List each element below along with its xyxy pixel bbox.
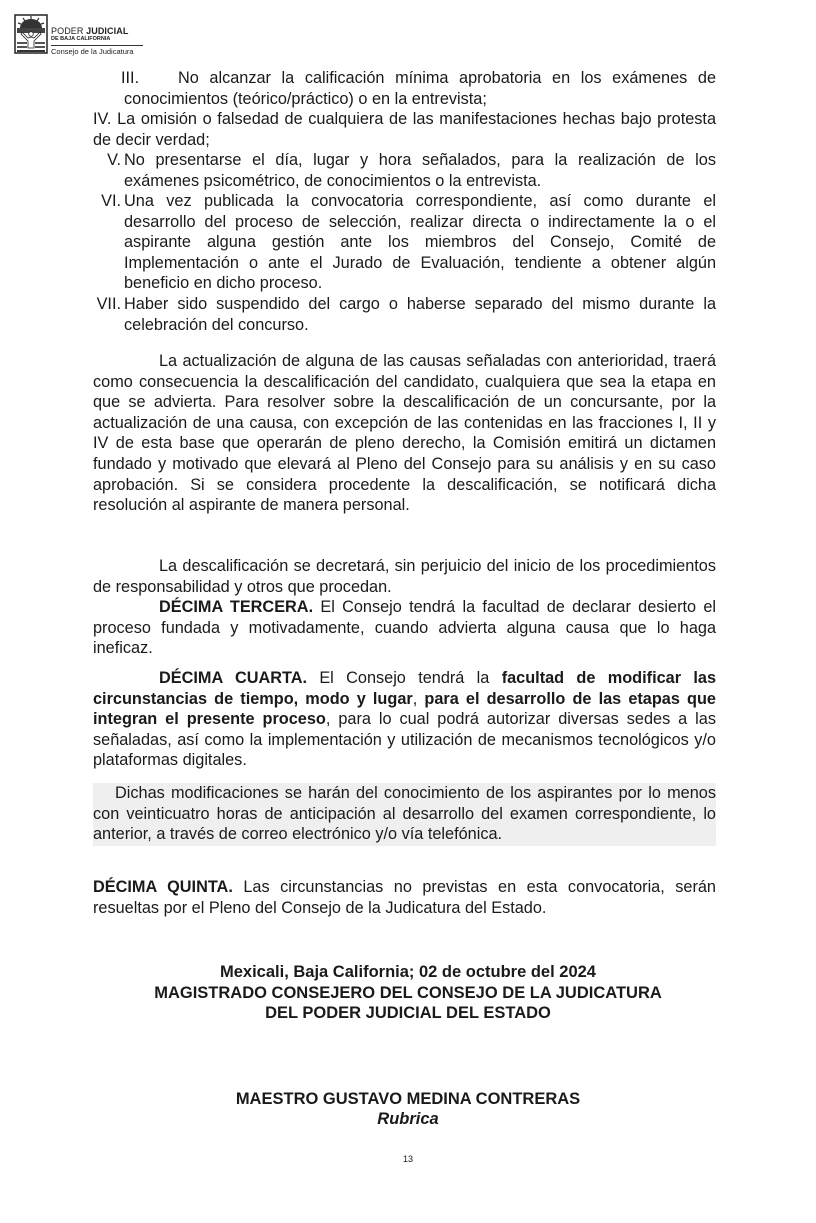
list-item-v: [93, 150, 716, 191]
item-text: No alcanzar la calificación mínima aprobatoria en los exámenes de conocimientos (teórico/práctico) o en la entrevista;: [124, 69, 716, 108]
item-text: Haber sido suspendido del cargo o haberse separado del mismo durante la celebración del concurso.: [124, 295, 716, 334]
paragraph-decima-cuarta: DÉCIMA CUARTA. El Consejo tendrá la facultad de modificar las circunstancias de tiempo, modo y lugar, para el desarrollo de las etapas que integran el presente proceso, para lo cual podrá autorizar diversas sedes a las señaladas, así como la implementación y utilización de mecanismos tecnológicos y/o plataformas digitales.: [93, 669, 717, 770]
paragraph-decima-quinta: DÉCIMA QUINTA. Las circunstancias no previstas en esta convocatoria, serán resueltas por el Pleno del Consejo de la Judicatura del Estado.: [93, 878, 716, 917]
brand-line3: Consejo de la Judicatura: [51, 46, 134, 56]
list-item-iii: [93, 68, 716, 109]
item-number: V.: [107, 151, 121, 169]
brand-line2: DE BAJA CALIFORNIA: [51, 36, 111, 42]
page-header: [14, 14, 143, 55]
item-text: No presentarse el día, lugar y hora señalados, para la realización de los exámenes psicométrico, de conocimientos o la entrevista.: [124, 151, 716, 190]
item-text: Una vez publicada la convocatoria correspondiente, así como durante el desarrollo del proceso de selección, realizar directa o indirectamente la o el aspirante alguna gestión ante los miembros del Consejo, Comité de Implementación o ante el Jurado de Evaluación, tendiente a obtener algún beneficio en dicho proceso.: [124, 192, 716, 293]
signature-place-date: Mexicali, Baja California; 02 de octubre del 2024: [220, 963, 596, 981]
item-number: VI.: [101, 192, 121, 210]
paragraph-actualizacion: La actualización de alguna de las causas señaladas con anterioridad, traerá como consecuencia la descalificación del candidato, cualquiera que sea la etapa en que se advierta. Para resolver sobre la descalificación de un concursante, por la actualización de una causa, con excepción de las contenidas en las fracciones I, II y IV de esta base que operarán de pleno derecho, la Comisión emitirá un dictamen fundado y motivado que elevará al Pleno del Consejo para su análisis y en su caso aprobación. Si se considera procedente la descalificación, se notificará dicha resolución al aspirante de manera personal.: [93, 352, 716, 515]
paragraph-descalificacion: La descalificación se decretará, sin perjuicio del inicio de los procedimientos de responsabilidad y otros que procedan.: [93, 557, 716, 596]
item-number: IV.: [93, 110, 112, 128]
brand-line1: PODER JUDICIAL: [51, 26, 129, 36]
item-number: III.: [121, 69, 140, 87]
decima-tercera-label: DÉCIMA TERCERA.: [159, 598, 314, 616]
brand-divider: [51, 45, 143, 46]
page-number: 13: [402, 1154, 413, 1164]
list-item-vi: [93, 191, 716, 294]
poder-judicial-emblem-icon: [14, 14, 48, 54]
decima-cuarta-label: DÉCIMA CUARTA.: [159, 669, 307, 687]
item-text: IV. La omisión o falsedad de cualquiera de las manifestaciones hechas bajo protesta de decir verdad;: [93, 110, 716, 149]
list-item-vii: [93, 294, 716, 335]
list-item-iv: [93, 109, 716, 150]
signature-title-line2: DEL PODER JUDICIAL DEL ESTADO: [265, 1004, 551, 1022]
paragraph-dichas-modificaciones: Dichas modificaciones se harán del conocimiento de los aspirantes por lo menos con veinticuatro horas de anticipación al desarrollo del examen correspondiente, lo anterior, a través de correo electrónico y/o vía telefónica.: [93, 783, 716, 846]
paragraph-decima-tercera: DÉCIMA TERCERA. El Consejo tendrá la facultad de declarar desierto el proceso fundada y motivadamente, cuando advierta alguna causa que lo haga ineficaz.: [93, 598, 716, 658]
decima-quinta-label: DÉCIMA QUINTA.: [93, 878, 233, 896]
signatory-rubrica: Rubrica: [377, 1110, 439, 1128]
item-number: VII.: [96, 295, 121, 313]
brand-block: [51, 27, 143, 55]
signature-title-line1: MAGISTRADO CONSEJERO DEL CONSEJO DE LA JUDICATURA: [154, 984, 662, 1002]
signatory-name: MAESTRO GUSTAVO MEDINA CONTRERAS: [235, 1090, 581, 1108]
